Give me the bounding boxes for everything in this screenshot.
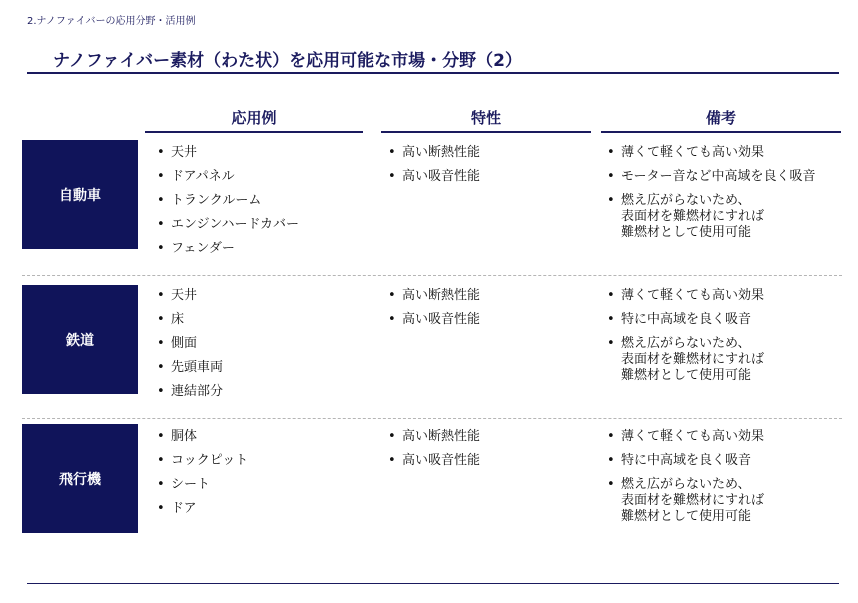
list-item: • 天井 [155,145,299,169]
row-divider [22,418,842,419]
list-item: • 高い断熱性能 [386,288,480,312]
list-item: • 側面 [155,336,223,360]
list-item: • 燃え広がらないため、 表面材を難燃材にすれば 難燃材として使用可能 [605,477,764,525]
title-bar [27,46,839,74]
list-item: • フェンダー [155,241,299,265]
notes-list-automobile [605,145,815,249]
column-header-properties: 特性 [381,107,591,133]
list-item: • 特に中高域を良く吸音 [605,312,764,328]
row-divider [22,275,842,276]
list-item: • 連結部分 [155,384,223,408]
properties-list-railway [386,288,480,336]
list-item: • 高い吸音性能 [386,453,480,477]
page-title: ナノファイバー素材（わた状）を応用可能な市場・分野（2） [53,51,522,71]
list-item: • 高い吸音性能 [386,312,480,336]
list-item: • 高い断熱性能 [386,145,480,169]
applications-list-aircraft [155,429,248,525]
column-header-applications: 応用例 [145,107,363,133]
list-item: • モーター音など中高域を良く吸音 [605,169,815,185]
list-item: • 燃え広がらないため、 表面材を難燃材にすれば 難燃材として使用可能 [605,336,764,384]
list-item: • 薄くて軽くても高い効果 [605,429,764,445]
list-item: • 燃え広がらないため、 表面材を難燃材にすれば 難燃材として使用可能 [605,193,815,241]
applications-list-railway [155,288,223,408]
list-item: • 床 [155,312,223,336]
footer-divider [27,583,839,584]
notes-list-railway [605,288,764,392]
list-item: • ドアパネル [155,169,299,193]
category-box-aircraft: 飛行機 [22,424,138,533]
list-item: • シート [155,477,248,501]
list-item: • 特に中高域を良く吸音 [605,453,764,469]
breadcrumb: 2.ナノファイバーの応用分野・活用例 [27,16,196,27]
list-item: • 高い断熱性能 [386,429,480,453]
list-item: • コックピット [155,453,248,477]
column-header-notes: 備考 [601,107,841,133]
category-box-automobile: 自動車 [22,140,138,249]
properties-list-automobile [386,145,480,193]
list-item: • 天井 [155,288,223,312]
properties-list-aircraft [386,429,480,477]
category-box-railway: 鉄道 [22,285,138,394]
list-item: • エンジンハードカバー [155,217,299,241]
list-item: • 高い吸音性能 [386,169,480,193]
applications-list-automobile [155,145,299,265]
list-item: • 胴体 [155,429,248,453]
list-item: • 薄くて軽くても高い効果 [605,145,815,161]
list-item: • 先頭車両 [155,360,223,384]
list-item: • 薄くて軽くても高い効果 [605,288,764,304]
notes-list-aircraft [605,429,764,533]
list-item: • トランクルーム [155,193,299,217]
list-item: • ドア [155,501,248,525]
